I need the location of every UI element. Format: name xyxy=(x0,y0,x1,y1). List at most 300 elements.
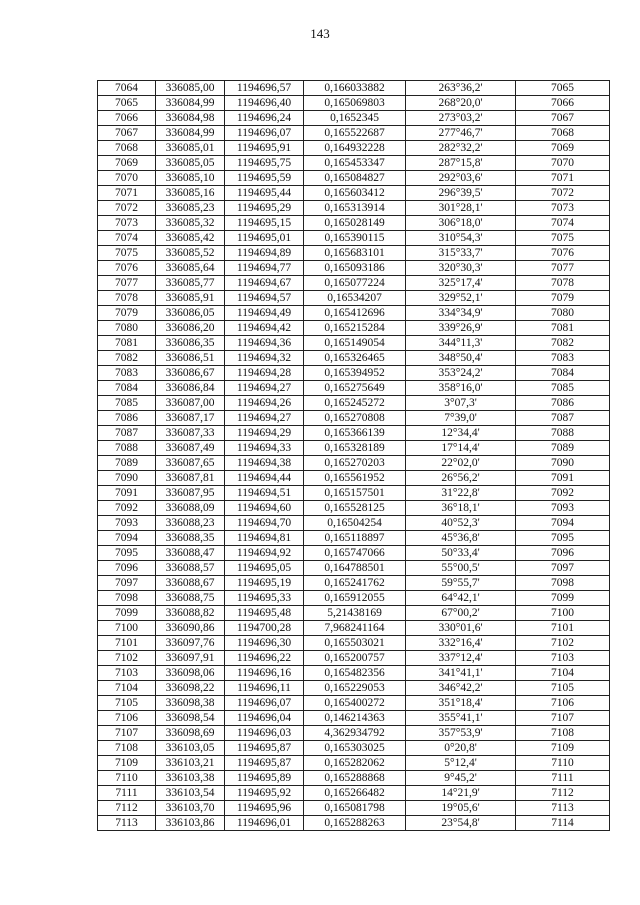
cell-next-point-number: 7069 xyxy=(516,141,610,156)
cell-x-coordinate: 336103,70 xyxy=(156,801,225,816)
cell-bearing: 292°03,6' xyxy=(406,171,516,186)
cell-point-number: 7098 xyxy=(98,591,156,606)
table-row xyxy=(98,291,610,306)
table-row xyxy=(98,276,610,291)
cell-bearing: 64°42,1' xyxy=(406,591,516,606)
cell-x-coordinate: 336103,86 xyxy=(156,816,225,831)
cell-next-point-number: 7094 xyxy=(516,516,610,531)
table-row xyxy=(98,306,610,321)
cell-x-coordinate: 336085,00 xyxy=(156,81,225,96)
cell-bearing: 7°39,0' xyxy=(406,411,516,426)
cell-distance: 0,1652345 xyxy=(304,111,406,126)
cell-y-coordinate: 1194695,05 xyxy=(225,561,304,576)
cell-next-point-number: 7066 xyxy=(516,96,610,111)
cell-bearing: 310°54,3' xyxy=(406,231,516,246)
table-row xyxy=(98,486,610,501)
cell-distance: 0,165326465 xyxy=(304,351,406,366)
cell-next-point-number: 7073 xyxy=(516,201,610,216)
cell-bearing: 59°55,7' xyxy=(406,576,516,591)
table-row xyxy=(98,111,610,126)
cell-y-coordinate: 1194695,15 xyxy=(225,216,304,231)
cell-x-coordinate: 336086,84 xyxy=(156,381,225,396)
cell-point-number: 7066 xyxy=(98,111,156,126)
cell-y-coordinate: 1194694,81 xyxy=(225,531,304,546)
cell-next-point-number: 7080 xyxy=(516,306,610,321)
cell-bearing: 334°34,9' xyxy=(406,306,516,321)
cell-point-number: 7073 xyxy=(98,216,156,231)
cell-next-point-number: 7111 xyxy=(516,771,610,786)
cell-bearing: 22°02,0' xyxy=(406,456,516,471)
cell-bearing: 358°16,0' xyxy=(406,381,516,396)
cell-y-coordinate: 1194696,16 xyxy=(225,666,304,681)
table-row xyxy=(98,636,610,651)
table-row xyxy=(98,456,610,471)
table-row xyxy=(98,816,610,831)
cell-x-coordinate: 336087,95 xyxy=(156,486,225,501)
cell-next-point-number: 7093 xyxy=(516,501,610,516)
cell-y-coordinate: 1194694,44 xyxy=(225,471,304,486)
coordinates-table xyxy=(97,80,610,831)
cell-x-coordinate: 336090,86 xyxy=(156,621,225,636)
cell-bearing: 14°21,9' xyxy=(406,786,516,801)
cell-y-coordinate: 1194696,04 xyxy=(225,711,304,726)
cell-next-point-number: 7065 xyxy=(516,81,610,96)
cell-point-number: 7075 xyxy=(98,246,156,261)
cell-x-coordinate: 336085,32 xyxy=(156,216,225,231)
cell-x-coordinate: 336088,67 xyxy=(156,576,225,591)
cell-y-coordinate: 1194695,33 xyxy=(225,591,304,606)
cell-point-number: 7092 xyxy=(98,501,156,516)
cell-y-coordinate: 1194695,01 xyxy=(225,231,304,246)
cell-bearing: 287°15,8' xyxy=(406,156,516,171)
table-row xyxy=(98,771,610,786)
cell-x-coordinate: 336085,77 xyxy=(156,276,225,291)
cell-distance: 0,165683101 xyxy=(304,246,406,261)
table-row xyxy=(98,516,610,531)
table-row xyxy=(98,441,610,456)
cell-distance: 0,165149054 xyxy=(304,336,406,351)
table-row xyxy=(98,681,610,696)
cell-point-number: 7079 xyxy=(98,306,156,321)
cell-distance: 0,165266482 xyxy=(304,786,406,801)
cell-x-coordinate: 336098,69 xyxy=(156,726,225,741)
cell-y-coordinate: 1194694,70 xyxy=(225,516,304,531)
cell-bearing: 306°18,0' xyxy=(406,216,516,231)
cell-point-number: 7090 xyxy=(98,471,156,486)
cell-point-number: 7076 xyxy=(98,261,156,276)
cell-next-point-number: 7084 xyxy=(516,366,610,381)
cell-bearing: 67°00,2' xyxy=(406,606,516,621)
cell-distance: 0,165288263 xyxy=(304,816,406,831)
table-row xyxy=(98,141,610,156)
cell-distance: 0,164788501 xyxy=(304,561,406,576)
cell-distance: 0,165270808 xyxy=(304,411,406,426)
table-row xyxy=(98,591,610,606)
cell-y-coordinate: 1194695,48 xyxy=(225,606,304,621)
table-row xyxy=(98,546,610,561)
cell-y-coordinate: 1194694,29 xyxy=(225,426,304,441)
cell-distance: 0,165412696 xyxy=(304,306,406,321)
cell-bearing: 315°33,7' xyxy=(406,246,516,261)
table-row xyxy=(98,216,610,231)
cell-y-coordinate: 1194695,75 xyxy=(225,156,304,171)
cell-y-coordinate: 1194696,07 xyxy=(225,696,304,711)
cell-bearing: 36°18,1' xyxy=(406,501,516,516)
cell-x-coordinate: 336086,35 xyxy=(156,336,225,351)
table-row xyxy=(98,81,610,96)
table-row xyxy=(98,201,610,216)
cell-y-coordinate: 1194694,27 xyxy=(225,411,304,426)
cell-x-coordinate: 336084,98 xyxy=(156,111,225,126)
cell-bearing: 45°36,8' xyxy=(406,531,516,546)
cell-next-point-number: 7105 xyxy=(516,681,610,696)
cell-next-point-number: 7086 xyxy=(516,396,610,411)
cell-next-point-number: 7110 xyxy=(516,756,610,771)
cell-point-number: 7105 xyxy=(98,696,156,711)
cell-bearing: 26°56,2' xyxy=(406,471,516,486)
cell-distance: 0,165028149 xyxy=(304,216,406,231)
cell-x-coordinate: 336103,05 xyxy=(156,741,225,756)
cell-y-coordinate: 1194696,57 xyxy=(225,81,304,96)
cell-x-coordinate: 336085,52 xyxy=(156,246,225,261)
cell-bearing: 353°24,2' xyxy=(406,366,516,381)
cell-next-point-number: 7087 xyxy=(516,411,610,426)
cell-next-point-number: 7078 xyxy=(516,276,610,291)
cell-distance: 7,968241164 xyxy=(304,621,406,636)
cell-point-number: 7085 xyxy=(98,396,156,411)
cell-next-point-number: 7106 xyxy=(516,696,610,711)
cell-y-coordinate: 1194694,33 xyxy=(225,441,304,456)
cell-distance: 0,165245272 xyxy=(304,396,406,411)
cell-y-coordinate: 1194696,30 xyxy=(225,636,304,651)
cell-next-point-number: 7113 xyxy=(516,801,610,816)
page-number: 143 xyxy=(310,26,330,41)
cell-distance: 0,165390115 xyxy=(304,231,406,246)
cell-x-coordinate: 336087,17 xyxy=(156,411,225,426)
table-row xyxy=(98,126,610,141)
cell-x-coordinate: 336097,91 xyxy=(156,651,225,666)
cell-point-number: 7086 xyxy=(98,411,156,426)
cell-x-coordinate: 336087,00 xyxy=(156,396,225,411)
cell-x-coordinate: 336087,33 xyxy=(156,426,225,441)
cell-next-point-number: 7070 xyxy=(516,156,610,171)
cell-y-coordinate: 1194695,92 xyxy=(225,786,304,801)
cell-point-number: 7082 xyxy=(98,351,156,366)
cell-next-point-number: 7085 xyxy=(516,381,610,396)
table-row xyxy=(98,696,610,711)
table-row xyxy=(98,726,610,741)
cell-point-number: 7113 xyxy=(98,816,156,831)
table-row xyxy=(98,321,610,336)
cell-x-coordinate: 336088,35 xyxy=(156,531,225,546)
table-row xyxy=(98,471,610,486)
cell-distance: 0,165453347 xyxy=(304,156,406,171)
cell-x-coordinate: 336085,23 xyxy=(156,201,225,216)
cell-x-coordinate: 336084,99 xyxy=(156,126,225,141)
cell-point-number: 7088 xyxy=(98,441,156,456)
cell-bearing: 40°52,3' xyxy=(406,516,516,531)
table-row xyxy=(98,156,610,171)
table-row xyxy=(98,96,610,111)
cell-point-number: 7087 xyxy=(98,426,156,441)
cell-point-number: 7091 xyxy=(98,486,156,501)
cell-distance: 0,165069803 xyxy=(304,96,406,111)
table-row xyxy=(98,396,610,411)
cell-next-point-number: 7096 xyxy=(516,546,610,561)
cell-point-number: 7108 xyxy=(98,741,156,756)
cell-next-point-number: 7100 xyxy=(516,606,610,621)
cell-point-number: 7094 xyxy=(98,531,156,546)
cell-next-point-number: 7098 xyxy=(516,576,610,591)
cell-x-coordinate: 336085,91 xyxy=(156,291,225,306)
cell-x-coordinate: 336086,67 xyxy=(156,366,225,381)
cell-distance: 0,165561952 xyxy=(304,471,406,486)
cell-next-point-number: 7092 xyxy=(516,486,610,501)
table-row xyxy=(98,426,610,441)
cell-point-number: 7071 xyxy=(98,186,156,201)
cell-bearing: 330°01,6' xyxy=(406,621,516,636)
cell-distance: 0,165503021 xyxy=(304,636,406,651)
table-row xyxy=(98,786,610,801)
cell-distance: 0,165241762 xyxy=(304,576,406,591)
table-row xyxy=(98,741,610,756)
cell-y-coordinate: 1194695,87 xyxy=(225,741,304,756)
cell-point-number: 7104 xyxy=(98,681,156,696)
cell-x-coordinate: 336088,47 xyxy=(156,546,225,561)
cell-y-coordinate: 1194694,67 xyxy=(225,276,304,291)
table-row xyxy=(98,801,610,816)
coordinates-table-body xyxy=(98,81,610,831)
cell-distance: 0,165118897 xyxy=(304,531,406,546)
cell-bearing: 263°36,2' xyxy=(406,81,516,96)
cell-y-coordinate: 1194700,28 xyxy=(225,621,304,636)
table-row xyxy=(98,606,610,621)
cell-point-number: 7089 xyxy=(98,456,156,471)
cell-x-coordinate: 336103,38 xyxy=(156,771,225,786)
cell-bearing: 337°12,4' xyxy=(406,651,516,666)
cell-next-point-number: 7109 xyxy=(516,741,610,756)
cell-x-coordinate: 336103,21 xyxy=(156,756,225,771)
cell-distance: 0,165093186 xyxy=(304,261,406,276)
cell-y-coordinate: 1194696,01 xyxy=(225,816,304,831)
cell-distance: 0,165275649 xyxy=(304,381,406,396)
cell-y-coordinate: 1194695,89 xyxy=(225,771,304,786)
cell-distance: 0,165157501 xyxy=(304,486,406,501)
cell-bearing: 332°16,4' xyxy=(406,636,516,651)
cell-bearing: 339°26,9' xyxy=(406,321,516,336)
cell-distance: 0,16504254 xyxy=(304,516,406,531)
cell-distance: 0,165912055 xyxy=(304,591,406,606)
cell-x-coordinate: 336103,54 xyxy=(156,786,225,801)
cell-y-coordinate: 1194695,19 xyxy=(225,576,304,591)
cell-distance: 0,146214363 xyxy=(304,711,406,726)
cell-x-coordinate: 336086,51 xyxy=(156,351,225,366)
cell-distance: 0,165522687 xyxy=(304,126,406,141)
cell-next-point-number: 7075 xyxy=(516,231,610,246)
cell-distance: 0,165482356 xyxy=(304,666,406,681)
cell-next-point-number: 7090 xyxy=(516,456,610,471)
cell-distance: 0,165215284 xyxy=(304,321,406,336)
cell-x-coordinate: 336086,05 xyxy=(156,306,225,321)
cell-y-coordinate: 1194695,29 xyxy=(225,201,304,216)
cell-next-point-number: 7108 xyxy=(516,726,610,741)
table-row xyxy=(98,501,610,516)
cell-point-number: 7106 xyxy=(98,711,156,726)
cell-bearing: 3°07,3' xyxy=(406,396,516,411)
cell-distance: 0,165394952 xyxy=(304,366,406,381)
cell-y-coordinate: 1194694,38 xyxy=(225,456,304,471)
cell-distance: 0,166033882 xyxy=(304,81,406,96)
table-row xyxy=(98,261,610,276)
cell-x-coordinate: 336085,64 xyxy=(156,261,225,276)
cell-x-coordinate: 336098,54 xyxy=(156,711,225,726)
cell-bearing: 296°39,5' xyxy=(406,186,516,201)
cell-next-point-number: 7077 xyxy=(516,261,610,276)
table-row xyxy=(98,381,610,396)
cell-y-coordinate: 1194696,03 xyxy=(225,726,304,741)
cell-bearing: 31°22,8' xyxy=(406,486,516,501)
table-row xyxy=(98,246,610,261)
cell-next-point-number: 7082 xyxy=(516,336,610,351)
cell-distance: 0,165084827 xyxy=(304,171,406,186)
table-row xyxy=(98,711,610,726)
cell-y-coordinate: 1194694,92 xyxy=(225,546,304,561)
cell-y-coordinate: 1194696,11 xyxy=(225,681,304,696)
cell-y-coordinate: 1194694,49 xyxy=(225,306,304,321)
cell-next-point-number: 7095 xyxy=(516,531,610,546)
cell-bearing: 12°34,4' xyxy=(406,426,516,441)
cell-y-coordinate: 1194695,44 xyxy=(225,186,304,201)
cell-y-coordinate: 1194694,77 xyxy=(225,261,304,276)
cell-point-number: 7064 xyxy=(98,81,156,96)
cell-bearing: 50°33,4' xyxy=(406,546,516,561)
cell-bearing: 268°20,0' xyxy=(406,96,516,111)
cell-bearing: 325°17,4' xyxy=(406,276,516,291)
cell-next-point-number: 7081 xyxy=(516,321,610,336)
cell-y-coordinate: 1194694,32 xyxy=(225,351,304,366)
cell-next-point-number: 7099 xyxy=(516,591,610,606)
cell-y-coordinate: 1194694,89 xyxy=(225,246,304,261)
table-row xyxy=(98,561,610,576)
table-row xyxy=(98,576,610,591)
cell-distance: 0,165366139 xyxy=(304,426,406,441)
cell-y-coordinate: 1194694,60 xyxy=(225,501,304,516)
cell-next-point-number: 7088 xyxy=(516,426,610,441)
cell-point-number: 7072 xyxy=(98,201,156,216)
cell-bearing: 355°41,1' xyxy=(406,711,516,726)
cell-bearing: 273°03,2' xyxy=(406,111,516,126)
table-row xyxy=(98,531,610,546)
cell-next-point-number: 7089 xyxy=(516,441,610,456)
cell-next-point-number: 7072 xyxy=(516,186,610,201)
cell-point-number: 7083 xyxy=(98,366,156,381)
cell-y-coordinate: 1194695,59 xyxy=(225,171,304,186)
cell-y-coordinate: 1194696,24 xyxy=(225,111,304,126)
cell-x-coordinate: 336085,05 xyxy=(156,156,225,171)
cell-x-coordinate: 336085,01 xyxy=(156,141,225,156)
cell-distance: 0,165270203 xyxy=(304,456,406,471)
table-row xyxy=(98,366,610,381)
cell-y-coordinate: 1194694,42 xyxy=(225,321,304,336)
cell-distance: 0,164932228 xyxy=(304,141,406,156)
cell-bearing: 301°28,1' xyxy=(406,201,516,216)
cell-point-number: 7102 xyxy=(98,651,156,666)
cell-distance: 0,165282062 xyxy=(304,756,406,771)
cell-point-number: 7099 xyxy=(98,606,156,621)
cell-point-number: 7112 xyxy=(98,801,156,816)
cell-next-point-number: 7068 xyxy=(516,126,610,141)
table-row xyxy=(98,336,610,351)
cell-point-number: 7093 xyxy=(98,516,156,531)
cell-y-coordinate: 1194696,22 xyxy=(225,651,304,666)
cell-distance: 0,165747066 xyxy=(304,546,406,561)
cell-point-number: 7081 xyxy=(98,336,156,351)
cell-next-point-number: 7076 xyxy=(516,246,610,261)
cell-y-coordinate: 1194696,40 xyxy=(225,96,304,111)
cell-next-point-number: 7091 xyxy=(516,471,610,486)
cell-distance: 0,165400272 xyxy=(304,696,406,711)
table-row xyxy=(98,621,610,636)
cell-bearing: 346°42,2' xyxy=(406,681,516,696)
cell-point-number: 7096 xyxy=(98,561,156,576)
cell-x-coordinate: 336088,57 xyxy=(156,561,225,576)
table-row xyxy=(98,351,610,366)
cell-distance: 0,165200757 xyxy=(304,651,406,666)
cell-bearing: 329°52,1' xyxy=(406,291,516,306)
cell-bearing: 55°00,5' xyxy=(406,561,516,576)
cell-point-number: 7070 xyxy=(98,171,156,186)
cell-x-coordinate: 336098,22 xyxy=(156,681,225,696)
cell-bearing: 0°20,8' xyxy=(406,741,516,756)
cell-y-coordinate: 1194694,57 xyxy=(225,291,304,306)
cell-distance: 0,165303025 xyxy=(304,741,406,756)
cell-next-point-number: 7107 xyxy=(516,711,610,726)
cell-next-point-number: 7112 xyxy=(516,786,610,801)
cell-bearing: 357°53,9' xyxy=(406,726,516,741)
cell-x-coordinate: 336098,06 xyxy=(156,666,225,681)
cell-next-point-number: 7102 xyxy=(516,636,610,651)
cell-x-coordinate: 336084,99 xyxy=(156,96,225,111)
cell-distance: 0,165328189 xyxy=(304,441,406,456)
cell-bearing: 344°11,3' xyxy=(406,336,516,351)
cell-distance: 5,21438169 xyxy=(304,606,406,621)
cell-distance: 0,165603412 xyxy=(304,186,406,201)
table-row xyxy=(98,666,610,681)
cell-point-number: 7074 xyxy=(98,231,156,246)
cell-bearing: 17°14,4' xyxy=(406,441,516,456)
cell-x-coordinate: 336085,10 xyxy=(156,171,225,186)
cell-x-coordinate: 336088,23 xyxy=(156,516,225,531)
cell-x-coordinate: 336087,81 xyxy=(156,471,225,486)
cell-point-number: 7111 xyxy=(98,786,156,801)
cell-y-coordinate: 1194696,07 xyxy=(225,126,304,141)
cell-x-coordinate: 336085,42 xyxy=(156,231,225,246)
cell-bearing: 282°32,2' xyxy=(406,141,516,156)
cell-point-number: 7100 xyxy=(98,621,156,636)
table-row xyxy=(98,231,610,246)
cell-y-coordinate: 1194694,26 xyxy=(225,396,304,411)
cell-point-number: 7065 xyxy=(98,96,156,111)
cell-x-coordinate: 336085,16 xyxy=(156,186,225,201)
cell-x-coordinate: 336088,82 xyxy=(156,606,225,621)
cell-point-number: 7110 xyxy=(98,771,156,786)
cell-y-coordinate: 1194694,28 xyxy=(225,366,304,381)
cell-point-number: 7069 xyxy=(98,156,156,171)
table-row xyxy=(98,171,610,186)
cell-distance: 4,362934792 xyxy=(304,726,406,741)
table-row xyxy=(98,756,610,771)
cell-point-number: 7103 xyxy=(98,666,156,681)
